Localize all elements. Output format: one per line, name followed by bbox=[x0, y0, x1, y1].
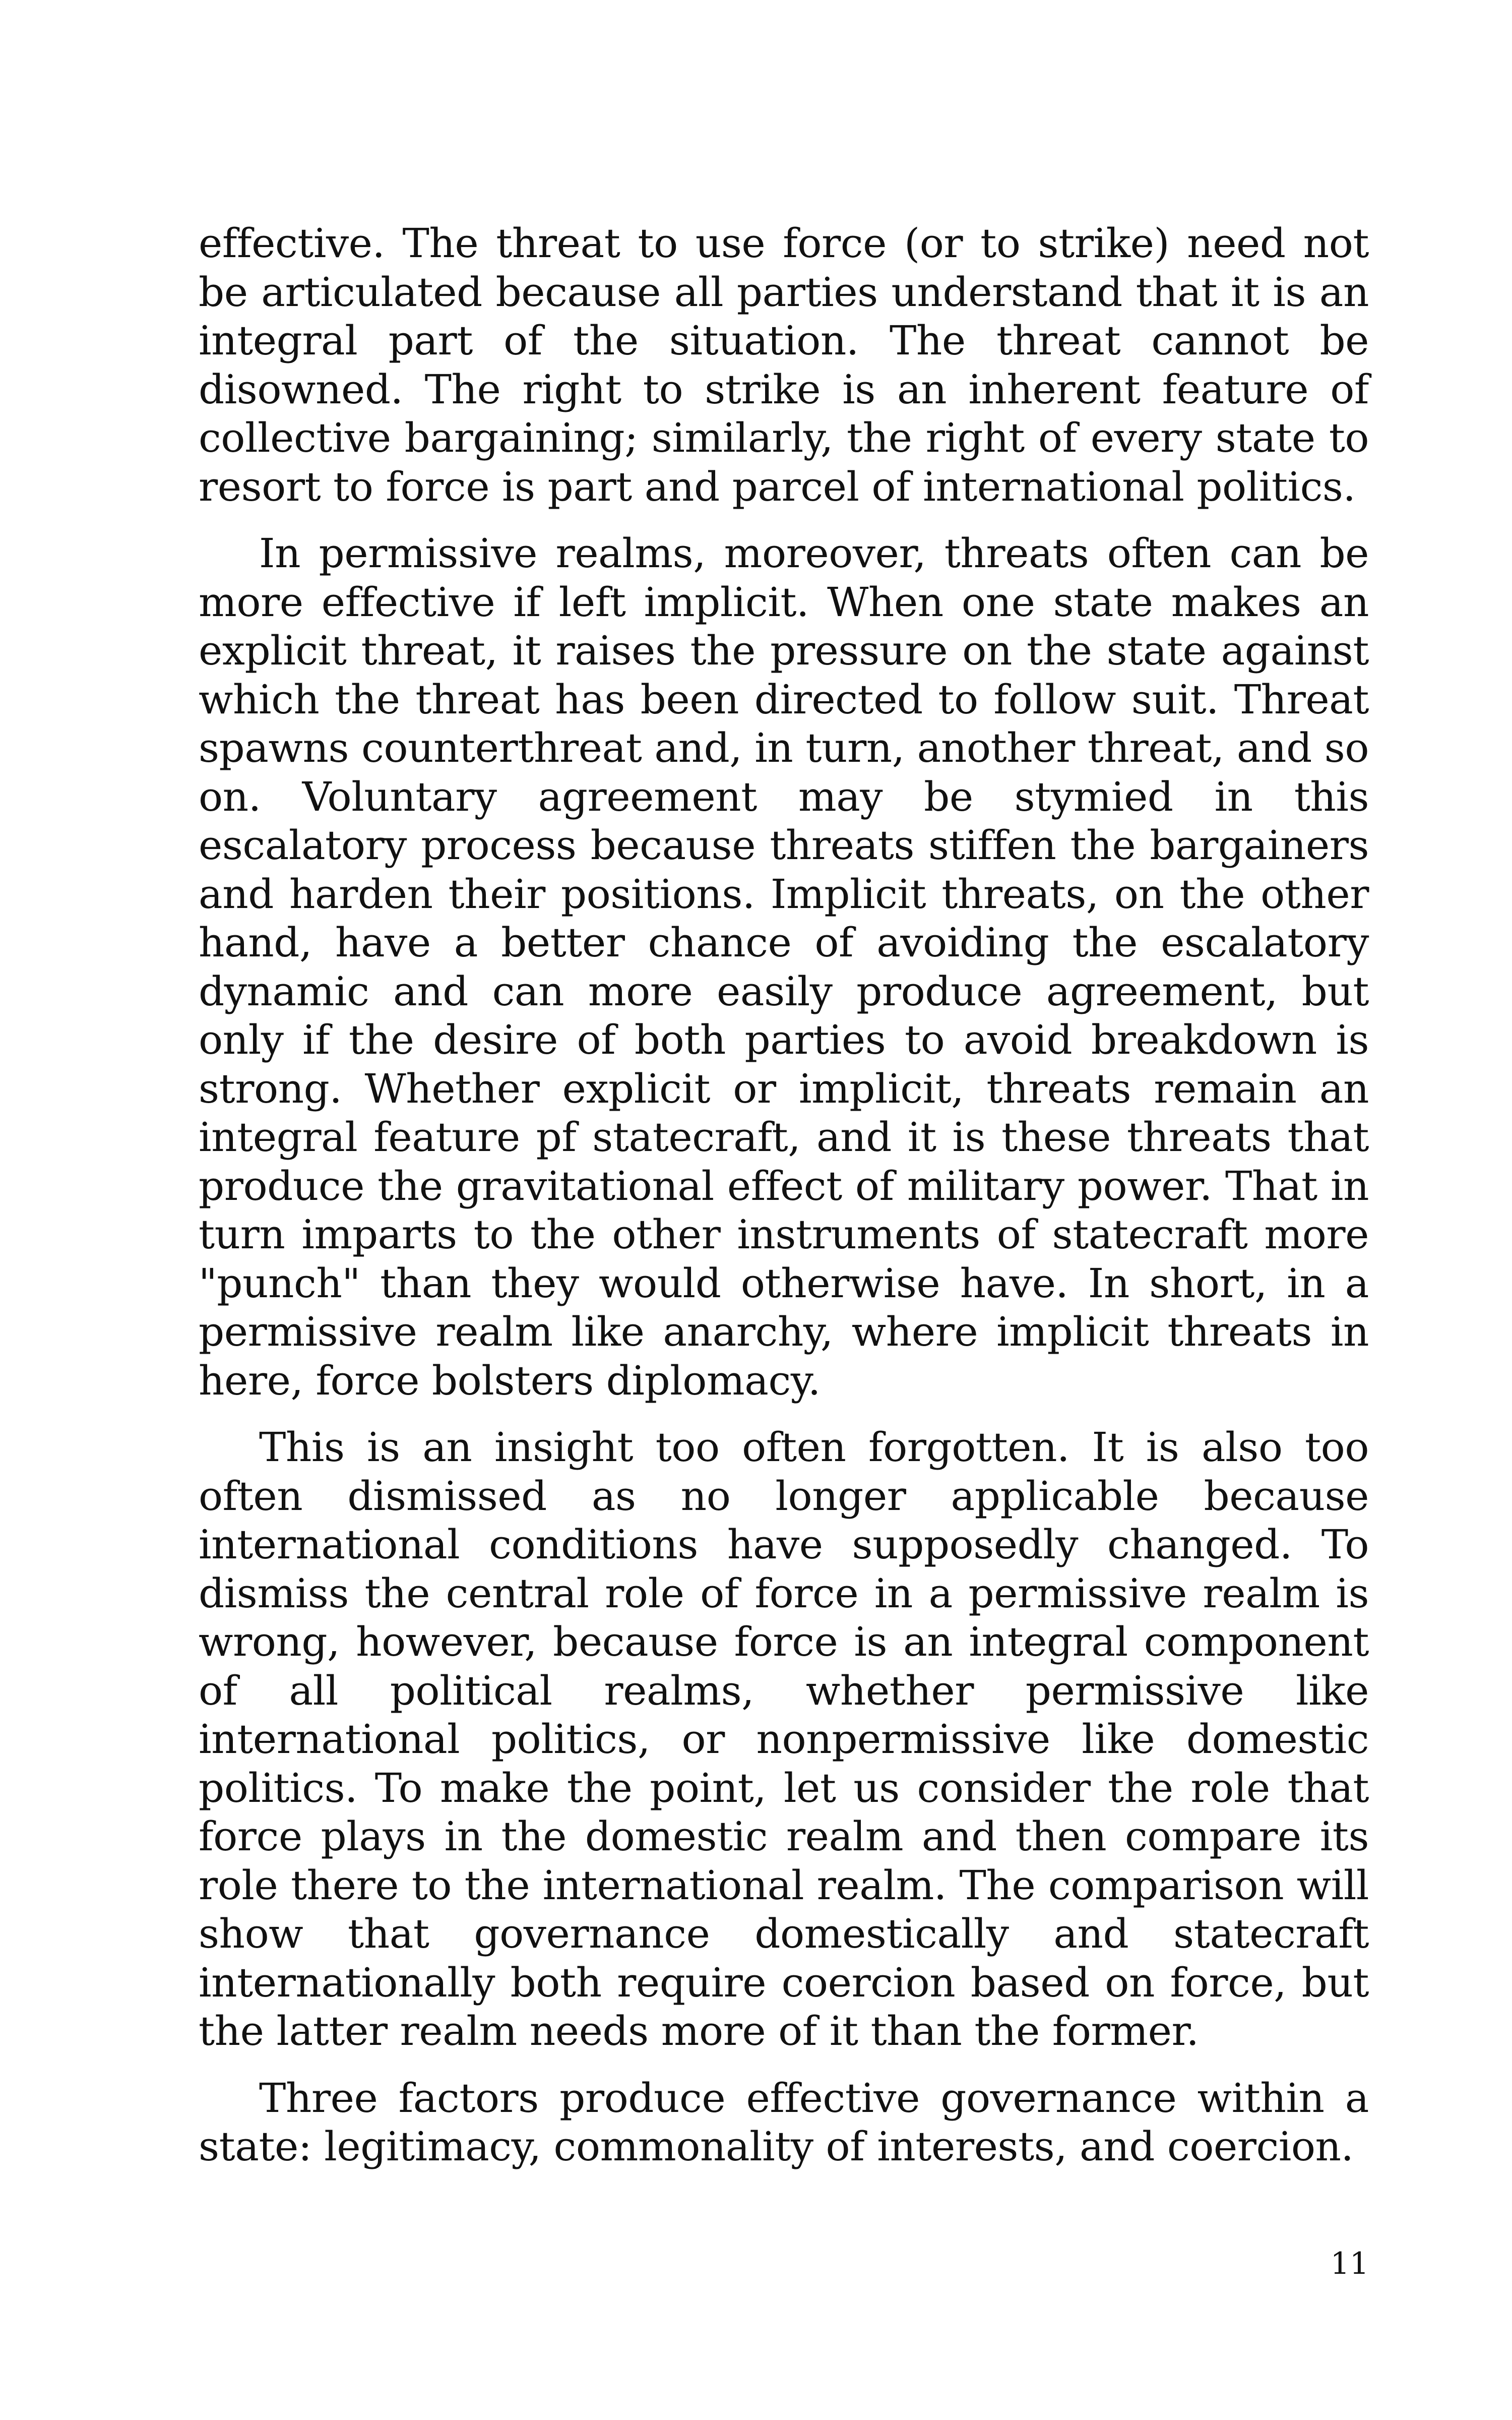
paragraph-role-of-force: This is an insight too often forgotten. It is also too often dismissed as no longer applicable because international conditions have supposedly changed. To dismiss the central role of force in a permissive realm is wrong, however, because force is an integral component of all political realms, whether permissive like international politics, or nonpermissive like domestic politics. To make the point, let us consider the role that force plays in the domestic realm and then compare its role there to the international realm. The comparison will show that governance domestically and statecraft internationally both require coercion based on force, but the latter realm needs more of it than the former. bbox=[199, 1424, 1369, 2054]
paragraph-implicit-threats: In permissive realms, moreover, threats often can be more effective if left implicit. When one state makes an explicit threat, it raises the pressure on the state against which the threat has been directed to follow suit. Threat spawns counterthreat and, in turn, another threat, and so on. Voluntary agreement may be stymied in this escalatory process because threats stiffen the bargainers and harden their positions. Implicit threats, on the other hand, have a better chance of avoiding the escalatory dynamic and can more easily produce agreement, but only if the desire of both parties to avoid breakdown is strong. Whether explicit or implicit, threats remain an integral feature pf statecraft, and it is these threats that produce the gravitational effect of military power. That in turn imparts to the other instruments of statecraft more "punch" than they would otherwise have. In short, in a permissive realm like anarchy, where implicit threats in here, force bolsters diplomacy. bbox=[199, 530, 1369, 1404]
paragraph-governance-factors: Three factors produce effective governance within a state: legitimacy, commonality of interests, and coercion. bbox=[199, 2074, 1369, 2170]
paragraph-continuation: effective. The threat to use force (or to strike) need not be articulated because all parties understand that it is an integral part of the situation. The threat cannot be disowned. The right to strike is an inherent feature of collective bargaining; similarly, the right of every state to resort to force is part and parcel of international politics. bbox=[199, 220, 1369, 510]
page-number: 11 bbox=[1330, 2246, 1369, 2281]
body-text bbox=[199, 219, 1369, 2190]
